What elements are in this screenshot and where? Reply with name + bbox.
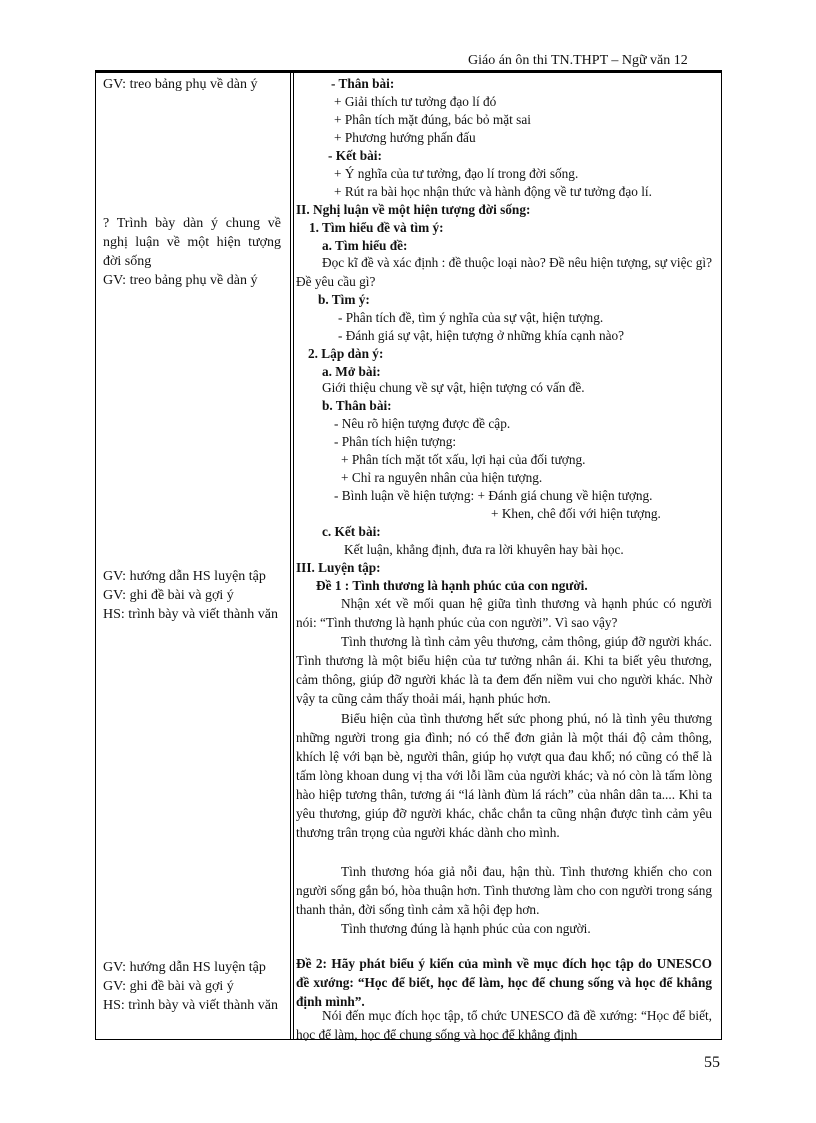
paragraph: Biểu hiện của tình thương hết sức phong phú, nó là tình yêu thương những người trong gia đình; nó có thể đơn giản là một thái độ cảm thông, khích lệ với bạn bè, người thân, giúp họ vượt qua đau khổ; nó cũng có thể là tấm lòng khoan dung vị tha với lỗi lầm của người khác; và nó còn là tấm lòng hào hiệp tương thân, tương ái “lá lành đùm lá rách” của nhân dân ta.... Khi ta yêu thương, giúp đỡ người khác, chắc chắn ta cũng nhận được tình cảm yêu thương trân trọng của người khác dành cho mình. [296, 711, 712, 840]
paragraph: Tình thương đúng là hạnh phúc của con người. [341, 921, 591, 936]
paragraph: Đọc kĩ đề và xác định : đề thuộc loại nào? Đề nêu hiện tượng, sự việc gì? Đề yêu cầu gì? [296, 255, 712, 289]
list-item: - Phân tích hiện tượng: [334, 434, 457, 449]
teacher-note: GV: ghi đề bài và gợi ý [103, 979, 234, 994]
question-note: ? Trình bày dàn ý chung về nghị luận về một hiện tượng đời sống [103, 216, 281, 269]
heading: - Kết bài: [328, 148, 382, 163]
heading: a. Tìm hiểu đề: [322, 238, 408, 253]
list-item: - Bình luận về hiện tượng: + Đánh giá chung về hiện tượng. [334, 488, 653, 503]
paragraph: Nói đến mục đích học tập, tổ chức UNESCO đã đề xướng: “Học để biết, học để làm, học để chung sống và học để khẳng định [296, 1008, 712, 1042]
list-item: - Phân tích đề, tìm ý nghĩa của sự vật, hiện tượng. [338, 310, 604, 325]
exercise-title: Đề 1 : Tình thương là hạnh phúc của con người. [316, 578, 588, 593]
list-item: - Đánh giá sự vật, hiện tượng ở những khía cạnh nào? [338, 328, 625, 343]
subsection-heading: 2. Lập dàn ý: [308, 346, 384, 361]
paragraph: Giới thiệu chung về sự vật, hiện tượng có vấn đề. [322, 380, 585, 395]
list-item: - Nêu rõ hiện tượng được đề cập. [334, 416, 511, 431]
list-item: + Phân tích mặt đúng, bác bỏ mặt sai [334, 112, 531, 127]
list-item: + Khen, chê đối với hiện tượng. [491, 506, 661, 521]
paragraph: Kết luận, khẳng định, đưa ra lời khuyên hay bài học. [344, 542, 624, 557]
teacher-note: GV: hướng dẫn HS luyện tập [103, 569, 266, 584]
teacher-note: GV: ghi đề bài và gợi ý [103, 588, 234, 603]
section-heading: III. Luyện tập: [296, 560, 381, 575]
exercise-title: Đề 2: Hãy phát biểu ý kiến của mình về mục đích học tập do UNESCO đề xướng: “Học để biết, học để làm, học để chung sống và học để khẳng định mình”. [296, 956, 712, 1009]
student-note: HS: trình bày và viết thành văn [103, 607, 278, 622]
paragraph: Nhận xét về mối quan hệ giữa tình thương và hạnh phúc có người nói: “Tình thương là hạnh phúc của con người”. Vì sao vậy? [296, 596, 712, 630]
page-header: Giáo án ôn thi TN.THPT – Ngữ văn 12 [468, 53, 688, 68]
heading: - Thân bài: [331, 76, 395, 91]
column-divider [290, 73, 291, 1039]
list-item: + Giải thích tư tưởng đạo lí đó [334, 94, 497, 109]
student-note: HS: trình bày và viết thành văn [103, 998, 278, 1013]
heading: a. Mở bài: [322, 364, 381, 379]
subsection-heading: 1. Tìm hiểu đề và tìm ý: [309, 220, 444, 235]
list-item: + Ý nghĩa của tư tưởng, đạo lí trong đời sống. [334, 166, 579, 181]
page-number: 55 [704, 1054, 720, 1071]
teacher-note: GV: hướng dẫn HS luyện tập [103, 960, 266, 975]
section-heading: II. Nghị luận về một hiện tượng đời sống: [296, 202, 531, 217]
paragraph: Tình thương hóa giả nỗi đau, hận thù. Tình thương khiến cho con người sống gắn bó, hòa thuận hơn. Tình thương làm cho con người trong sáng thanh thản, đời sống tình cảm xã hội đẹp hơn. [296, 864, 712, 917]
list-item: + Rút ra bài học nhận thức và hành động về tư tưởng đạo lí. [334, 184, 652, 199]
heading: b. Tìm ý: [318, 292, 370, 307]
column-divider-inner [293, 73, 294, 1039]
heading: c. Kết bài: [322, 524, 381, 539]
lesson-content [296, 73, 712, 1042]
list-item: + Phương hướng phấn đấu [334, 130, 476, 145]
list-item: + Phân tích mặt tốt xấu, lợi hại của đối tượng. [341, 452, 586, 467]
teacher-note: GV: treo bảng phụ về dàn ý [103, 273, 258, 288]
heading: b. Thân bài: [322, 398, 392, 413]
paragraph: Tình thương là tình cảm yêu thương, cảm thông, giúp đỡ người khác. Tình thương là một biểu hiện của tư tưởng nhân ái. Khi ta biết yêu thương, cảm thông, giúp đỡ người khác là ta đem đến niềm vui cho người khác. Nhờ vậy ta cũng cảm thấy thoải mái, hạnh phúc hơn. [296, 634, 712, 706]
lesson-table [95, 72, 722, 1040]
list-item: + Chỉ ra nguyên nhân của hiện tượng. [341, 470, 543, 485]
teacher-note: GV: treo bảng phụ về dàn ý [103, 77, 258, 92]
